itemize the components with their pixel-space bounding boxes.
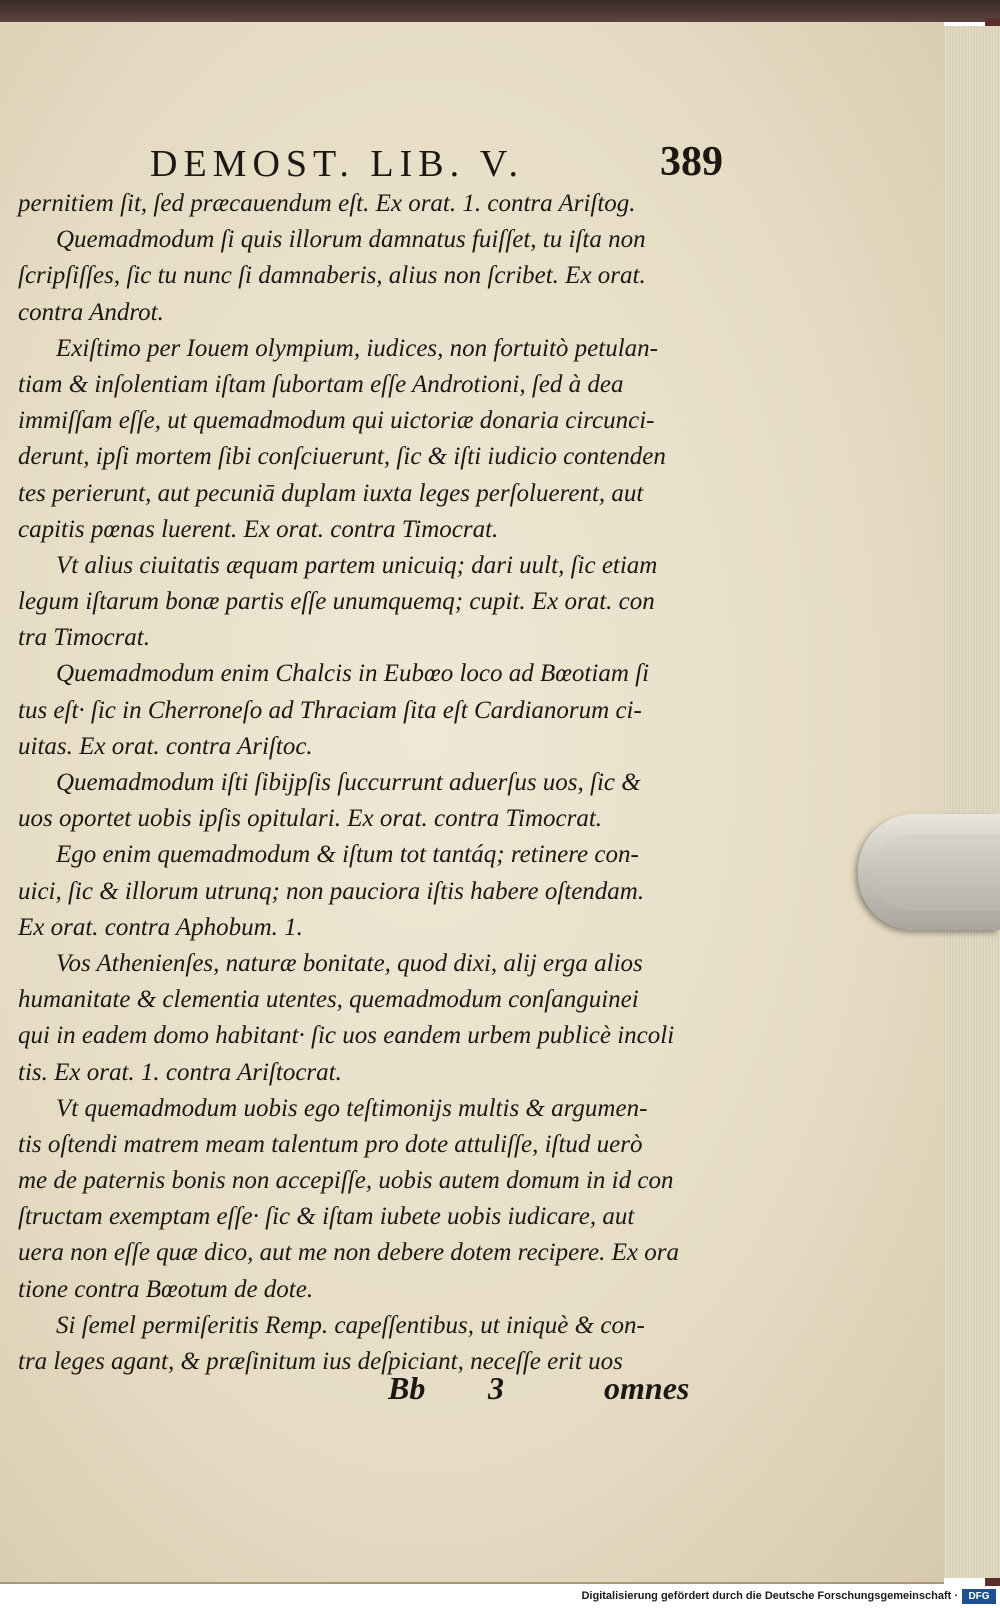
text-line: Exiſtimo per Iouem olympium, iudices, non fortuitò petulan- (56, 334, 658, 362)
text-line: tis oſtendi matrem meam talentum pro dote attuliſſe, iſtud uerò (18, 1130, 643, 1158)
text-line: Si ſemel permiſeritis Remp. capeſſentibus, ut iniquè & con- (56, 1311, 645, 1339)
text-line: uici, ſic & illorum utrunq; non pauciora iſtis habere oſtendam. (18, 877, 645, 905)
text-line: tra Timocrat. (18, 624, 150, 652)
signature-mark: Bb (388, 1370, 426, 1406)
text-line: Quemadmodum iſti ſibijpſis ſuccurrunt aduerſus uos, ſic & (56, 769, 641, 796)
page-sheet (0, 22, 944, 1584)
digitization-credit: Digitalisierung gefördert durch die Deutsche Forschungsgemeinschaft · (581, 1590, 958, 1602)
text-line: Quemadmodum ſi quis illorum damnatus fuiſſet, tu iſta non (56, 226, 646, 254)
text-line: derunt, ipſi mortem ſibi conſciuerunt, ſic & iſti iudicio contenden (18, 443, 666, 471)
page-number: 389 (660, 139, 723, 185)
book (0, 8, 1000, 1580)
text-line: tes perierunt, aut pecuniā duplam iuxta leges perſoluerent, aut (18, 479, 644, 507)
text-line: tis. Ex orat. 1. contra Ariſtocrat. (18, 1058, 342, 1086)
text-line: humanitate & clementia utentes, quemadmodum conſanguinei (18, 986, 639, 1014)
text-line: Quemadmodum enim Chalcis in Eubœo loco ad Bœotiam ſi (56, 660, 650, 688)
page-text (0, 22, 944, 1582)
bookmark-clip-inner (872, 834, 1000, 910)
text-line: ſcripſiſſes, ſic tu nunc ſi damnaberis, alius non ſcribet. Ex orat. (18, 262, 646, 290)
text-line: uera non eſſe quæ dico, aut me non debere dotem recipere. Ex ora (18, 1239, 679, 1267)
text-line: tione contra Bœotum de dote. (18, 1275, 314, 1303)
text-line: capitis pœnas luerent. Ex orat. contra Timocrat. (18, 515, 499, 543)
text-line: Ego enim quemadmodum & iſtum tot tantáq; retinere con- (56, 841, 639, 869)
page-fore-edge (940, 26, 1000, 1578)
dfg-logo-icon: DFG (962, 1589, 996, 1604)
catchword: omnes (604, 1370, 690, 1406)
text-line: uos oportet uobis ipſis opitulari. Ex orat. contra Timocrat. (18, 805, 603, 833)
text-line: Vos Athenienſes, naturæ bonitate, quod dixi, alij erga alios (56, 949, 643, 977)
text-line: pernitiem ſit, ſed præcauendum eſt. Ex orat. 1. contra Ariſtog. (18, 190, 636, 217)
page-footer (388, 1370, 689, 1407)
text-line: Vt quemadmodum uobis ego teſtimonijs multis & argumen- (56, 1094, 648, 1122)
text-line: Vt alius ciuitatis æquam partem unicuiq; dari uult, ſic etiam (56, 551, 658, 579)
body-text (18, 186, 742, 1380)
running-title: DEMOST. LIB. V. (150, 143, 524, 185)
text-line: contra Androt. (18, 298, 164, 326)
text-line: qui in eadem domo habitant· ſic uos eandem urbem publicè incoli (18, 1022, 675, 1050)
text-line: me de paternis bonis non accepiſſe, uobis autem domum in id con (18, 1167, 674, 1195)
text-line: immiſſam eſſe, ut quemadmodum qui uictoriæ donaria circunci- (18, 407, 655, 435)
signature-number: 3 (488, 1370, 504, 1406)
text-line: legum iſtarum bonæ partis eſſe unumquemq; cupit. Ex orat. con (18, 588, 655, 616)
text-line: tra leges agant, & præſinitum ius deſpiciant, neceſſe erit uos (18, 1348, 623, 1375)
text-line: tiam & inſolentiam iſtam ſubortam eſſe Androtioni, ſed à dea (18, 370, 624, 398)
text-line: ſtructam exemptam eſſe· ſic & iſtam iubete uobis iudicare, aut (18, 1203, 635, 1231)
text-line: tus eſt· ſic in Cherroneſo ad Thraciam ſita eſt Cardianorum ci- (18, 696, 642, 724)
text-line: Ex orat. contra Aphobum. 1. (18, 913, 303, 941)
text-line: uitas. Ex orat. contra Ariſtoc. (18, 732, 313, 760)
